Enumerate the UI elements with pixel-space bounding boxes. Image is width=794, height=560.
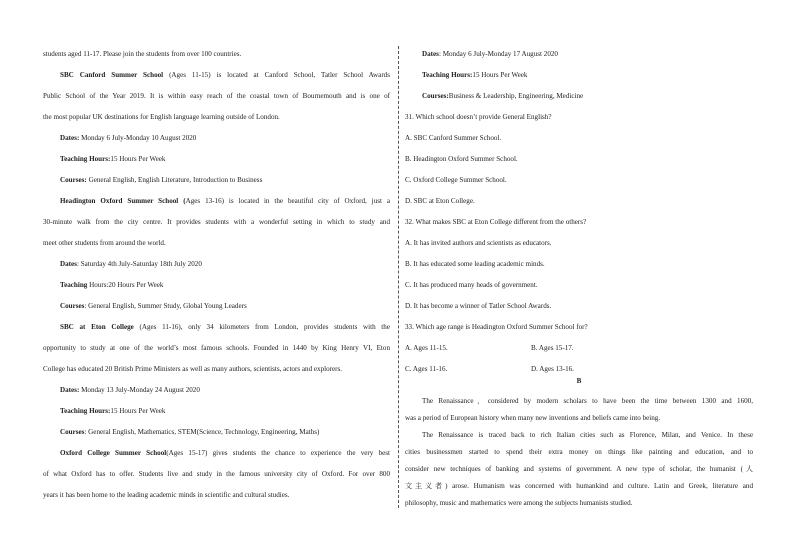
column-divider xyxy=(398,46,399,508)
option-31-c: C. Oxford College Summer School. xyxy=(405,176,507,184)
school-name: SBC Canford Summer School xyxy=(60,71,164,79)
text-line: of what Oxford has to offer. Students live and study in the famous university city of Oxford. For over 800 xyxy=(43,470,390,478)
text-line: the most popular UK destinations for English language learning outside of London. xyxy=(43,113,280,121)
oxford-dates: Dates: Monday 6 July-Monday 17 August 2020 xyxy=(422,50,558,58)
school-name: Oxford College Summer School xyxy=(60,449,167,457)
option-32-c: C. It has produced many heads of government. xyxy=(405,281,538,289)
question-33: 33. Which age range is Headington Oxford Summer School for? xyxy=(405,323,588,331)
eton-courses: Courses: General English, Mathematics, STEM(Science, Technology, Engineering, Maths) xyxy=(60,428,320,436)
eton-intro: SBC at Eton College (Ages 11-16), only 34 kilometers from London, provides students with the xyxy=(60,323,390,331)
oxford-courses: Courses:Business & Leadership, Engineering, Medicine xyxy=(422,92,584,100)
canford-hours: Teaching Hours:15 Hours Per Week xyxy=(60,155,166,163)
passage-line: philosophy, music and mathematics were among the subjects humanists studied. xyxy=(405,499,633,507)
text-line: 30-minute walk from the city centre. It provides students with a wonderful setting in which to study and xyxy=(43,218,390,226)
oxford-intro: Oxford College Summer School(Ages 15-17) gives students the chance to experience the very best xyxy=(60,449,390,457)
text-line: years it has been home to the leading academic minds in scientific and cultural studies. xyxy=(43,491,290,499)
canford-intro: SBC Canford Summer School (Ages 11-15) is located at Canford School, Tatler School Awards xyxy=(60,71,390,79)
section-heading: B xyxy=(576,377,582,385)
canford-dates: Dates: Monday 6 July-Monday 10 August 2020 xyxy=(60,134,197,142)
text-line: Public School of the Year 2019. It is within easy reach of the coastal town of Bournemouth and is one of xyxy=(43,92,390,100)
passage-line: consider new techniques of banking and systems of government. A new type of scholar, the humanist (人 xyxy=(405,465,753,473)
question-31: 31. Which school doesn’t provide General English? xyxy=(405,113,552,121)
school-name: Headington Oxford Summer School ( xyxy=(60,197,186,205)
passage-line: The Renaissance is traced back to rich Italian cities such as Florence, Milan, and Venice. In these xyxy=(422,431,753,439)
school-name: SBC at Eton College xyxy=(60,323,134,331)
text-line: opportunity to study at one of the world’s most famous schools. Founded in 1440 by King Henry VI, Eton xyxy=(43,344,390,352)
canford-courses: Courses: General English, English Literature, Introduction to Business xyxy=(60,176,263,184)
text-line: students aged 11-17. Please join the students from over 100 countries. xyxy=(43,50,242,58)
oxford-hours: Teaching Hours:15 Hours Per Week xyxy=(422,71,528,79)
option-32-d: D. It has become a winner of Tatler School Awards. xyxy=(405,302,552,310)
question-32: 32. What makes SBC at Eton College different from the others? xyxy=(405,218,587,226)
option-33-a: A. Ages 11-15. xyxy=(405,344,448,352)
option-31-d: D. SBC at Eton College. xyxy=(405,197,475,205)
option-31-b: B. Headington Oxford Summer School. xyxy=(405,155,518,163)
option-33-b: B. Ages 15-17. xyxy=(531,344,574,352)
option-32-a: A. It has invited authors and scientists as educators. xyxy=(405,239,552,247)
headington-courses: Courses: General English, Summer Study, Global Young Leaders xyxy=(60,302,247,310)
passage-line: cities businessmen started to spend their extra money on things like painting and education, and to xyxy=(405,448,753,456)
option-32-b: B. It has educated some leading academic minds. xyxy=(405,260,545,268)
text-line: College has educated 20 British Prime Ministers as well as many authors, scientists, actors and explorers. xyxy=(43,365,343,373)
passage-line: was a period of European history when many new inventions and beliefs came into being. xyxy=(405,414,661,422)
option-31-a: A. SBC Canford Summer School. xyxy=(405,134,502,142)
passage-line: The Renaissance，considered by modern scholars to have been the time between 1300 and 1600, xyxy=(422,397,753,405)
headington-dates: Dates: Saturday 4th July-Saturday 18th July 2020 xyxy=(60,260,202,268)
headington-intro: Headington Oxford Summer School (Ages 13-16) is located in the beautiful city of Oxford, just a xyxy=(60,197,390,205)
option-33-c: C. Ages 11-16. xyxy=(405,365,448,373)
passage-line: 文主义者) arose. Humanism was concerned with humankind and culture. Latin and Greek, literature and xyxy=(405,482,753,490)
option-33-d: D. Ages 13-16. xyxy=(531,365,574,373)
text-line: meet other students from around the world. xyxy=(43,239,166,247)
eton-dates: Dates: Monday 13 July-Monday 24 August 2020 xyxy=(60,386,200,394)
eton-hours: Teaching Hours:15 Hours Per Week xyxy=(60,407,166,415)
headington-hours: Teaching Hours:20 Hours Per Week xyxy=(60,281,164,289)
